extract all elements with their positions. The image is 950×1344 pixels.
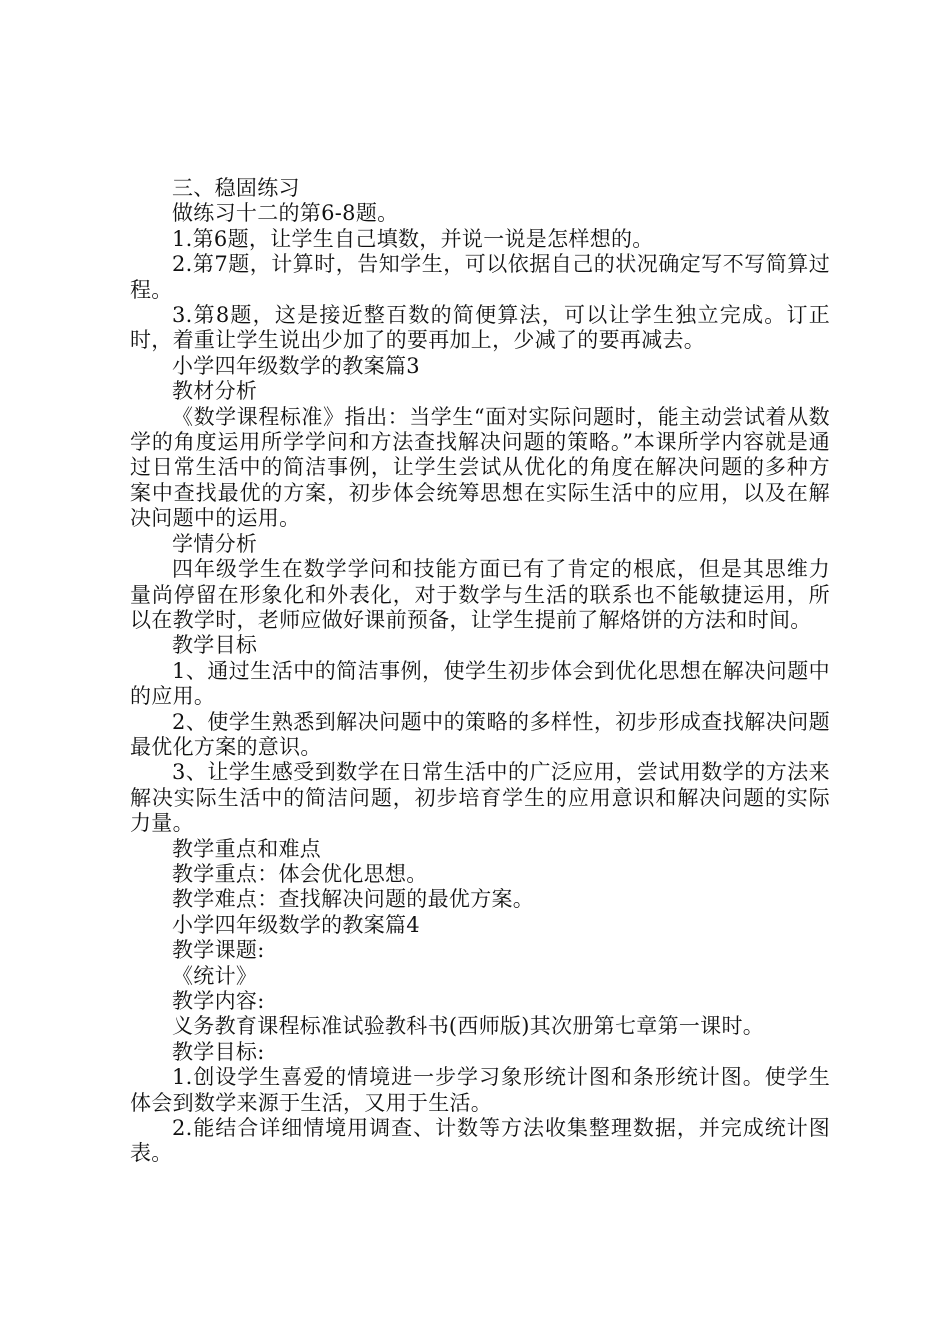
list-item: 3.第8题，这是接近整百数的简便算法，可以让学生独立完成。订正时，着重让学生说出少加了的要再加上，少减了的要再减去。 <box>130 303 830 353</box>
section-heading: 教学目标 <box>172 633 258 658</box>
section-heading: 教学内容: <box>172 989 265 1013</box>
section-heading: 教学重点和难点 <box>172 836 322 861</box>
list-item: 1.第6题，让学生自己填数，并说一说是怎样想的。 <box>172 226 654 251</box>
paragraph: 做练习十二的第6-8题。 <box>172 201 399 226</box>
section-heading: 小学四年级数学的教案篇4 <box>172 912 420 937</box>
paragraph: 《统计》 <box>172 963 258 988</box>
list-item: 2.第7题，计算时，告知学生，可以依据自己的状况确定写不写简算过程。 <box>130 252 830 302</box>
paragraph: 《数学课程标准》指出：当学生“面对实际问题时，能主动尝试着从数学的角度运用所学学问和方法查找解决问题的策略。”本课所学内容就是通过日常生活中的简洁事例，让学生尝试从优化的角度在解决问题的多种方案中查找最优的方案，初步体会统筹思想在实际生活中的应用，以及在解决问题中的运用。 <box>130 404 830 531</box>
section-heading: 小学四年级数学的教案篇3 <box>172 353 420 378</box>
list-item: 1、通过生活中的简洁事例，使学生初步体会到优化思想在解决问题中的应用。 <box>130 658 830 709</box>
paragraph: 四年级学生在数学学问和技能方面已有了肯定的根底，但是其思维力量尚停留在形象化和外表化，对于数学与生活的联系也不能敏捷运用，所以在教学时，老师应做好课前预备，让学生提前了解烙饼的方法和时间。 <box>130 557 830 632</box>
section-heading: 教学目标: <box>172 1039 265 1064</box>
paragraph: 教学重点：体会优化思想。 <box>172 861 428 886</box>
section-heading: 学情分析 <box>172 531 258 556</box>
section-heading: 三、稳固练习 <box>172 176 300 200</box>
section-heading: 教学课题: <box>172 938 265 963</box>
list-item: 2.能结合详细情境用调查、计数等方法收集整理数据，并完成统计图表。 <box>130 1116 830 1166</box>
paragraph: 教学难点：查找解决问题的最优方案。 <box>172 887 535 912</box>
list-item: 1.创设学生喜爱的情境进一步学习象形统计图和条形统计图。使学生体会到数学来源于生活，又用于生活。 <box>130 1065 830 1115</box>
list-item: 2、使学生熟悉到解决问题中的策略的多样性，初步形成查找解决问题最优化方案的意识。 <box>130 709 830 759</box>
document-body <box>130 176 830 1167</box>
list-item: 3、让学生感受到数学在日常生活中的广泛应用，尝试用数学的方法来解决实际生活中的简洁问题，初步培育学生的应用意识和解决问题的实际力量。 <box>130 760 830 836</box>
section-heading: 教材分析 <box>172 379 258 404</box>
paragraph: 义务教育课程标准试验教科书(西师版)其次册第七章第一课时。 <box>172 1014 765 1039</box>
